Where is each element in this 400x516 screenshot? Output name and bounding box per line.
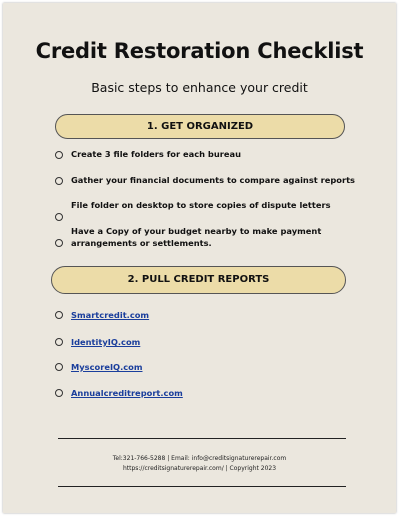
link-myscoreiq[interactable]: MyscoreIQ.com [71, 362, 143, 372]
checkbox-circle[interactable] [55, 338, 63, 346]
footer-copyright: https://creditsignaturerepair.com/ | Copyright 2023 [122, 465, 277, 472]
checklist-item-text: File folder on desktop to store copies of dispute letters [71, 200, 331, 210]
link-identityiq[interactable]: IdentityIQ.com [71, 337, 141, 347]
footer-contact: Tel:321-766-5288 | Email: info@creditsignaturerepair.com [112, 455, 287, 462]
checkbox-circle[interactable] [55, 213, 63, 221]
link-annualcreditreport[interactable]: Annualcreditreport.com [71, 388, 183, 398]
checkbox-circle[interactable] [55, 311, 63, 319]
checklist-item-text: Gather your financial documents to compare against reports [71, 175, 355, 185]
checkbox-circle[interactable] [55, 239, 63, 247]
footer-divider-top [58, 438, 346, 439]
checkbox-circle[interactable] [55, 151, 63, 159]
checkbox-circle[interactable] [55, 389, 63, 397]
checklist-page [3, 3, 396, 513]
checkbox-circle[interactable] [55, 363, 63, 371]
page-subtitle: Basic steps to enhance your credit [91, 80, 308, 95]
section-header-pull-credit-reports: 2. PULL CREDIT REPORTS [51, 266, 346, 294]
link-smartcredit[interactable]: Smartcredit.com [71, 310, 150, 320]
checkbox-circle[interactable] [55, 177, 63, 185]
page-title: Credit Restoration Checklist [35, 39, 364, 63]
checklist-item-text: Create 3 file folders for each bureau [71, 149, 241, 159]
section-header-get-organized: 1. GET ORGANIZED [55, 114, 345, 139]
checklist-item-text: Have a Copy of your budget nearby to make payment arrangements or settlements. [71, 226, 322, 248]
footer-divider-bottom [58, 486, 346, 487]
